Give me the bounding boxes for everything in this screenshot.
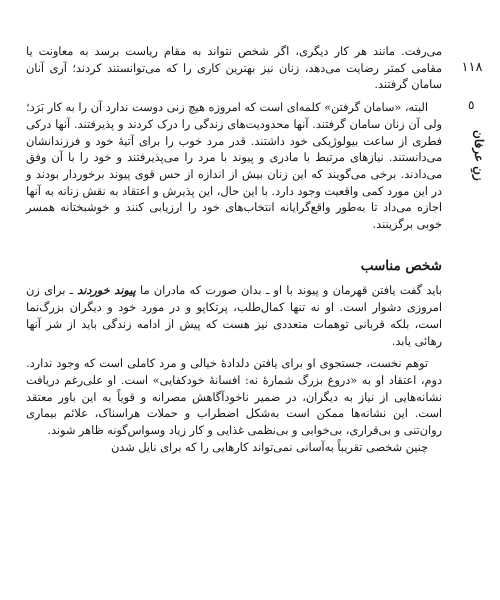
paragraph-1: می‌رفت. مانند هر کار دیگری، اگر شخص نتواند به مقام ریاست برسد به معاونت یا مقامی کمتر رضایت می‌دهد، زنان نیز بهترین کاری را که می‌توانستند کردند؛ آری آنان سامان گرفتند. [26, 45, 442, 92]
running-head: زنِ عرفان [472, 129, 486, 181]
section-paragraph-2: توهم نخست، جستجوی او برای یافتن دلدادهٔ خیالی و مرد کاملی است که وجود ندارد. دوم، اعتقاد او به «دروغ بزرگ شمارهٔ نه: افسانهٔ خودکفایی» است. او علی‌رغم دریافت نشانه‌هایی از نیاز به دیگران، در ضمیر ناخودآگاهش مصرانه و قویاً به این باور معتقد است. این نشانه‌ها ممکن است به‌شکل اضطراب و حملات هراسناک، علائم بیماری روان‌تنی و بی‌قراری، بی‌خوابی و بی‌نظمی غذایی و کار زیاد وسواس‌گونه ظاهر شوند. [26, 357, 442, 438]
section-heading: شخص مناسب [360, 257, 442, 274]
section-paragraph-3: چنین شخصی تقریباً به‌آسانی نمی‌تواند کارهایی را که برای نایل شدن [110, 440, 428, 454]
text-run: ـ برای زن امروزی دشوار است. او نه تنها کمال‌طلب، پرتکاپو و در مورد خود و دیگران بزرگ‌نما است، بلکه قربانی توهمات متعددی نیز هست که پیش از ادامه زندگی باید از شر آنها رهائی یابد. [26, 284, 442, 348]
body-text [26, 44, 442, 456]
page-margin [452, 60, 492, 200]
paragraph-2: البته، «سامان گرفتن» کلمه‌ای است که امروزه هیچ زنی دوست ندارد آن را به کار بَرَد؛ ولی آن زنان سامان گرفتند. آنها محدودیت‌های زندگی را درک کردند و پذیرفتند. آنها درکی فطری از ساعت بیولوژیکی خود داشتند. قدر مرد خوب را برای آتیهٔ خود و فرزندانشان می‌دانستند. نیازهای مرتبط با مادری و پیوند با مرد را می‌پذیرفتند و خود را با آن وفق می‌دادند. برخی می‌گویند که این زنان بیش از اندازه از حس قوی پیوند برخوردار بودند و در این مورد کمی واقعیت وجود دارد. با این حال، این پذیرش و اعتقاد به نقش زنانه به آنها اجازه می‌داد تا به‌طور واقع‌گرایانه انتخاب‌های خود را ارزیابی کنند و خوشبختانه همسر خوبی برگزینند. [26, 101, 442, 232]
page-number: ۱۱۸ [461, 60, 483, 75]
text-run: باید گفت یافتن قهرمان و پیوند با او ـ بدان صورت که مادران ما [135, 284, 442, 298]
emphasized-phrase: پیوند خوردند [77, 283, 136, 298]
page-ornament: ٥ [468, 98, 475, 112]
section-paragraph-1 [26, 282, 442, 350]
